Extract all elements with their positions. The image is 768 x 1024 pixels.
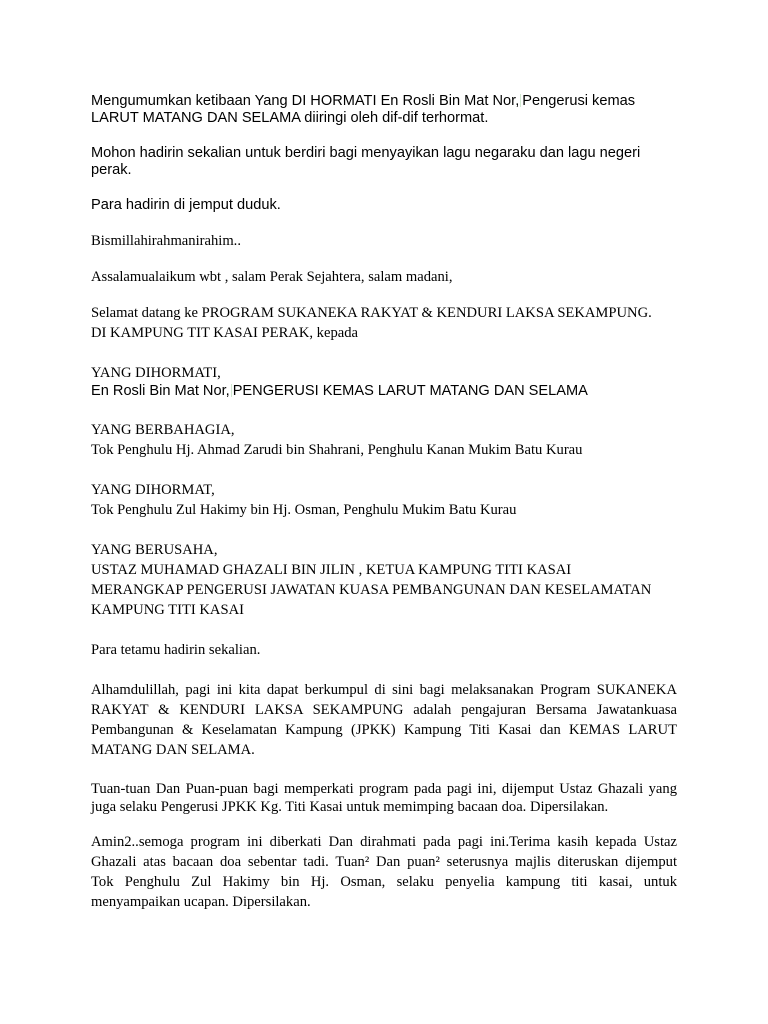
alhamdulillah-line-3: Pembangunan & Keselamatan Kampung (JPKK) Kampung Titi Kasai dan KEMAS LARUT [91, 722, 677, 738]
dihormati-name-line [91, 383, 677, 400]
alhamdulillah-line-2: RAKYAT & KENDURI LAKSA SEKAMPUNG adalah pengajuran Bersama Jawatankuasa [91, 702, 677, 718]
berusaha-title: YANG BERUSAHA, [91, 542, 218, 558]
alhamdulillah-paragraph [91, 680, 677, 760]
announcement-text: Mengumumkan ketibaan Yang DI HORMATI En Rosli Bin Mat Nor, [91, 93, 520, 109]
seated-paragraph: Para hadirin di jemput duduk. [91, 197, 281, 213]
welcome-paragraph [91, 303, 677, 343]
doa-line-2: juga selaku Pengerusi JPKK Kg. Titi Kasai untuk memimping bacaan doa. Dipersilakan. [91, 799, 609, 815]
announcement-text-cont: Pengerusi kemas [522, 93, 636, 109]
welcome-line-1: Selamat datang ke PROGRAM SUKANEKA RAKYAT & KENDURI LAKSA SEKAMPUNG. [91, 305, 652, 321]
berbahagia-title: YANG BERBAHAGIA, [91, 422, 235, 438]
amin-line-4: menyampaikan ucapan. Dipersilakan. [91, 894, 311, 910]
tetamu-paragraph: Para tetamu hadirin sekalian. [91, 642, 261, 658]
berusaha-block [91, 540, 677, 620]
anthem-paragraph [91, 145, 677, 179]
document-body [91, 93, 677, 912]
salam-paragraph: Assalamualaikum wbt , salam Perak Sejahtera, salam madani, [91, 269, 453, 285]
amin-line-3: Tok Penghulu Zul Hakimy bin Hj. Osman, selaku penyelia kampung titi kasai, untuk [91, 874, 677, 890]
dihormati-position: PENGERUSI KEMAS LARUT MATANG DAN SELAMA [232, 383, 588, 399]
announcement-paragraph [91, 93, 677, 127]
dihormati-title: YANG DIHORMATI, [91, 365, 221, 381]
berusaha-line-1: USTAZ MUHAMAD GHAZALI BIN JILIN , KETUA KAMPUNG TITI KASAI [91, 562, 572, 578]
amin-paragraph [91, 832, 677, 912]
dihormat-block [91, 480, 677, 520]
welcome-line-2: DI KAMPUNG TIT KASAI PERAK, kepada [91, 325, 358, 341]
anthem-line-1: Mohon hadirin sekalian untuk berdiri bagi menyayikan lagu negaraku dan lagu negeri [91, 145, 641, 161]
doa-paragraph [91, 780, 677, 816]
berusaha-line-2: MERANGKAP PENGERUSI JAWATAN KUASA PEMBANGUNAN DAN KESELAMATAN [91, 582, 652, 598]
comment-marker [231, 384, 232, 397]
bismillah-paragraph: Bismillahirahmanirahim.. [91, 233, 241, 249]
dihormat-name: Tok Penghulu Zul Hakimy bin Hj. Osman, Penghulu Mukim Batu Kurau [91, 502, 517, 518]
amin-line-1: Amin2..semoga program ini diberkati Dan dirahmati pada pagi ini.Terima kasih kepada Ustaz [91, 834, 677, 850]
dihormat-title: YANG DIHORMAT, [91, 482, 215, 498]
berbahagia-block [91, 420, 677, 460]
amin-line-2: Ghazali atas bacaan doa sebentar tadi. Tuan² Dan puan² seterusnya majlis diteruskan dijemput [91, 854, 677, 870]
dihormati-block [91, 363, 677, 400]
berbahagia-name: Tok Penghulu Hj. Ahmad Zarudi bin Shahrani, Penghulu Kanan Mukim Batu Kurau [91, 442, 583, 458]
announcement-text-line2: LARUT MATANG DAN SELAMA diiringi oleh dif-dif terhormat. [91, 110, 489, 126]
berusaha-line-3: KAMPUNG TITI KASAI [91, 602, 244, 618]
alhamdulillah-line-4: MATANG DAN SELAMA. [91, 742, 255, 758]
dihormati-name: En Rosli Bin Mat Nor, [91, 383, 230, 399]
alhamdulillah-line-1: Alhamdulillah, pagi ini kita dapat berkumpul di sini bagi melaksanakan Program SUKANEKA [91, 682, 677, 698]
doa-line-1: Tuan-tuan Dan Puan-puan bagi memperkati program pada pagi ini, dijemput Ustaz Ghazali yang [91, 781, 677, 797]
anthem-line-2: perak. [91, 162, 132, 178]
